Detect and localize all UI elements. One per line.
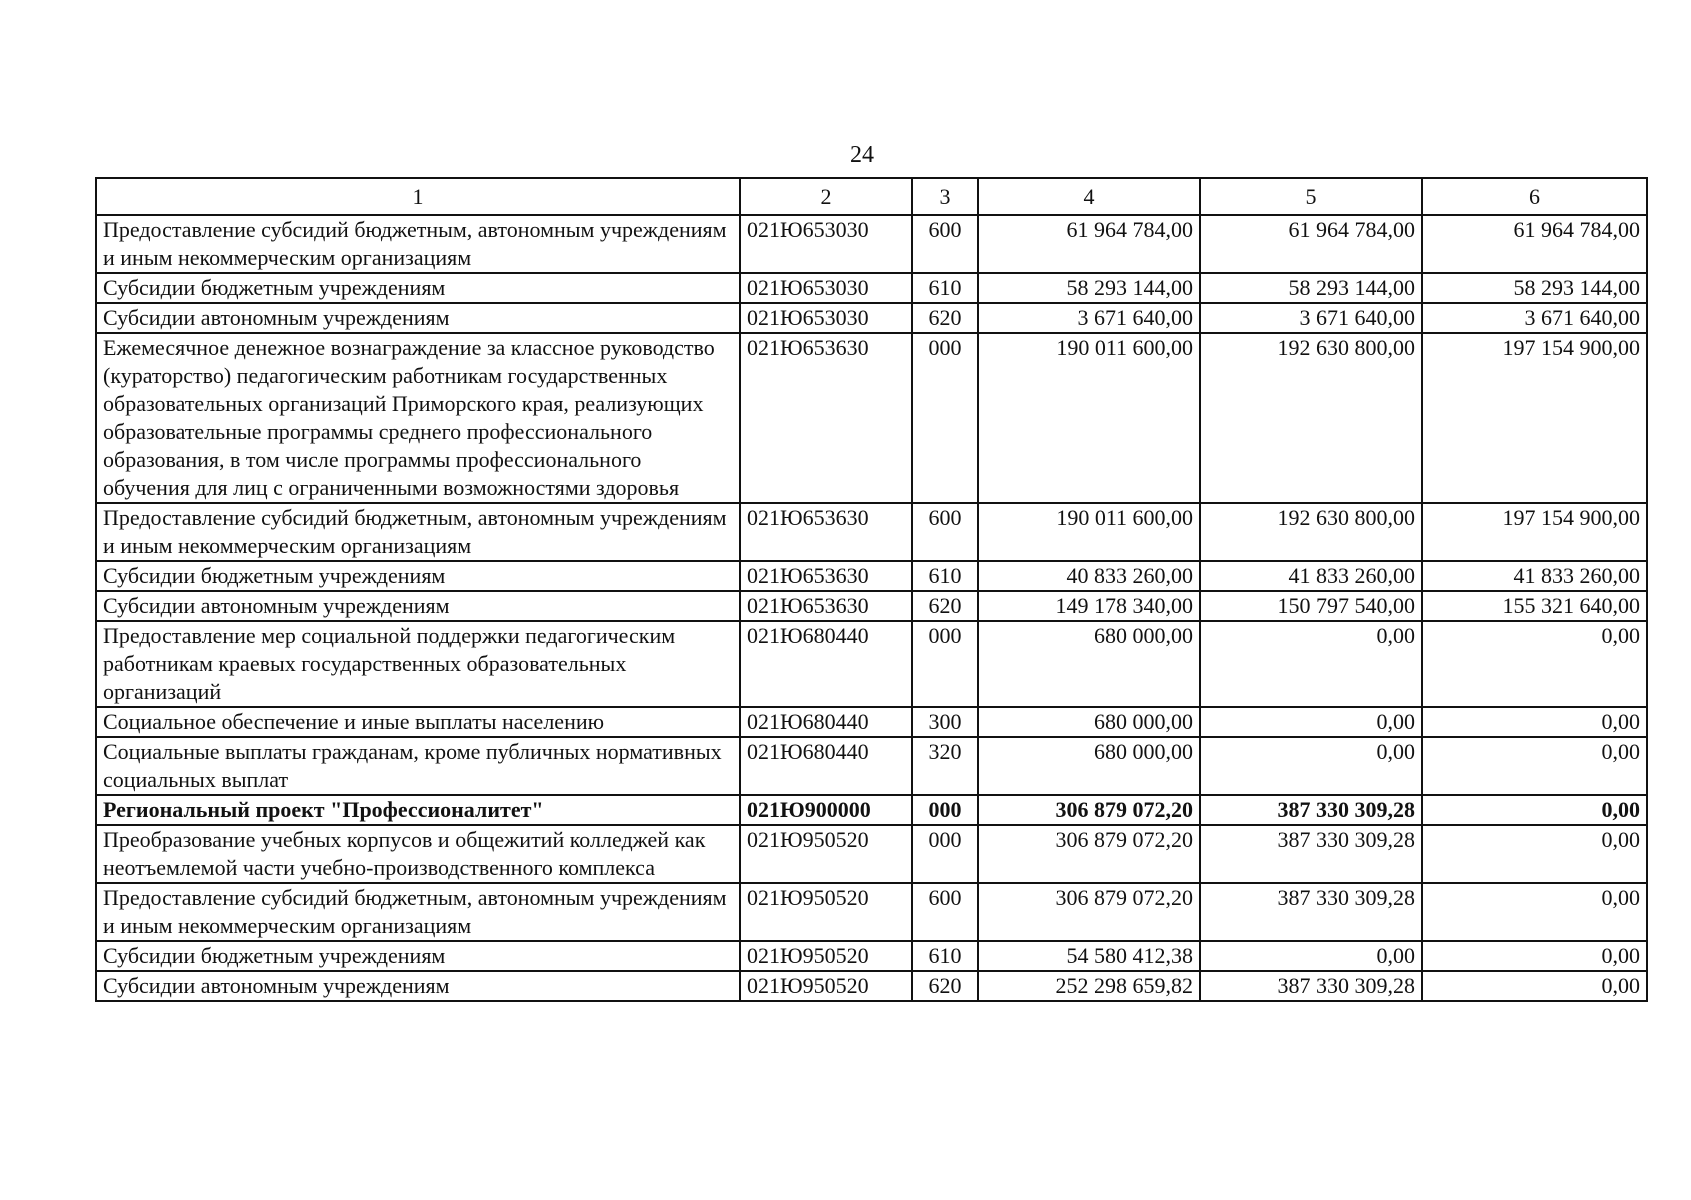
row-value-col4-cell: 61 964 784,00 <box>978 215 1200 273</box>
row-value-col4-cell: 680 000,00 <box>978 707 1200 737</box>
row-code-cell: 021Ю653630 <box>740 591 912 621</box>
row-code-cell: 021Ю653030 <box>740 215 912 273</box>
row-code-cell: 021Ю653030 <box>740 273 912 303</box>
row-code-cell: 021Ю680440 <box>740 737 912 795</box>
row-value-col4-cell: 252 298 659,82 <box>978 971 1200 1001</box>
row-code-cell: 021Ю653630 <box>740 333 912 503</box>
row-expense-kind-cell: 600 <box>912 883 978 941</box>
row-code-cell: 021Ю680440 <box>740 707 912 737</box>
row-value-col5-cell: 387 330 309,28 <box>1200 883 1422 941</box>
row-value-col4-cell: 58 293 144,00 <box>978 273 1200 303</box>
row-name-cell: Субсидии автономным учреждениям <box>96 971 740 1001</box>
table-row <box>96 333 1647 503</box>
row-expense-kind-cell: 600 <box>912 503 978 561</box>
row-expense-kind-cell: 600 <box>912 215 978 273</box>
row-value-col5-cell: 192 630 800,00 <box>1200 503 1422 561</box>
column-number-row <box>96 178 1647 215</box>
row-name-cell: Ежемесячное денежное вознаграждение за классное руководство (кураторство) педагогическим работникам государственных образовательных организаций Приморского края, реализующих образовательные программы среднего профессионального образования, в том числе программы профессионального обучения для лиц с ограниченными возможностями здоровья <box>96 333 740 503</box>
row-value-col6-cell: 197 154 900,00 <box>1422 333 1647 503</box>
column-number-5: 5 <box>1200 178 1422 215</box>
row-value-col5-cell: 0,00 <box>1200 737 1422 795</box>
row-expense-kind-cell: 610 <box>912 941 978 971</box>
column-number-4: 4 <box>978 178 1200 215</box>
row-code-cell: 021Ю653630 <box>740 561 912 591</box>
row-expense-kind-cell: 620 <box>912 591 978 621</box>
row-value-col6-cell: 3 671 640,00 <box>1422 303 1647 333</box>
table-row <box>96 883 1647 941</box>
row-value-col6-cell: 0,00 <box>1422 941 1647 971</box>
table-row <box>96 795 1647 825</box>
table-row <box>96 503 1647 561</box>
table-row <box>96 825 1647 883</box>
row-expense-kind-cell: 000 <box>912 795 978 825</box>
row-value-col6-cell: 41 833 260,00 <box>1422 561 1647 591</box>
table-row <box>96 971 1647 1001</box>
row-value-col6-cell: 155 321 640,00 <box>1422 591 1647 621</box>
column-number-6: 6 <box>1422 178 1647 215</box>
row-name-cell: Предоставление субсидий бюджетным, автономным учреждениям и иным некоммерческим организациям <box>96 883 740 941</box>
row-value-col6-cell: 0,00 <box>1422 621 1647 707</box>
row-value-col5-cell: 387 330 309,28 <box>1200 971 1422 1001</box>
row-value-col4-cell: 149 178 340,00 <box>978 591 1200 621</box>
row-expense-kind-cell: 610 <box>912 273 978 303</box>
row-value-col4-cell: 190 011 600,00 <box>978 333 1200 503</box>
column-number-1: 1 <box>96 178 740 215</box>
table-row <box>96 303 1647 333</box>
row-expense-kind-cell: 620 <box>912 303 978 333</box>
row-code-cell: 021Ю950520 <box>740 825 912 883</box>
row-value-col4-cell: 680 000,00 <box>978 621 1200 707</box>
row-expense-kind-cell: 620 <box>912 971 978 1001</box>
row-value-col6-cell: 0,00 <box>1422 707 1647 737</box>
row-value-col6-cell: 0,00 <box>1422 883 1647 941</box>
row-expense-kind-cell: 000 <box>912 333 978 503</box>
row-value-col5-cell: 0,00 <box>1200 941 1422 971</box>
row-name-cell: Социальное обеспечение и иные выплаты населению <box>96 707 740 737</box>
row-value-col5-cell: 150 797 540,00 <box>1200 591 1422 621</box>
row-value-col6-cell: 197 154 900,00 <box>1422 503 1647 561</box>
row-value-col4-cell: 54 580 412,38 <box>978 941 1200 971</box>
row-name-cell: Субсидии бюджетным учреждениям <box>96 273 740 303</box>
budget-table <box>95 177 1648 1002</box>
row-expense-kind-cell: 320 <box>912 737 978 795</box>
table-row <box>96 273 1647 303</box>
row-name-cell: Преобразование учебных корпусов и общежитий колледжей как неотъемлемой части учебно-производственного комплекса <box>96 825 740 883</box>
row-code-cell: 021Ю900000 <box>740 795 912 825</box>
row-code-cell: 021Ю950520 <box>740 883 912 941</box>
column-number-3: 3 <box>912 178 978 215</box>
row-value-col4-cell: 190 011 600,00 <box>978 503 1200 561</box>
row-value-col5-cell: 387 330 309,28 <box>1200 795 1422 825</box>
row-value-col4-cell: 680 000,00 <box>978 737 1200 795</box>
row-code-cell: 021Ю680440 <box>740 621 912 707</box>
column-number-2: 2 <box>740 178 912 215</box>
row-code-cell: 021Ю950520 <box>740 971 912 1001</box>
row-value-col5-cell: 61 964 784,00 <box>1200 215 1422 273</box>
row-value-col6-cell: 58 293 144,00 <box>1422 273 1647 303</box>
row-expense-kind-cell: 300 <box>912 707 978 737</box>
row-name-cell: Субсидии автономным учреждениям <box>96 591 740 621</box>
row-name-cell: Предоставление субсидий бюджетным, автономным учреждениям и иным некоммерческим организациям <box>96 215 740 273</box>
row-value-col5-cell: 41 833 260,00 <box>1200 561 1422 591</box>
row-name-cell: Предоставление мер социальной поддержки педагогическим работникам краевых государственных образовательных организаций <box>96 621 740 707</box>
row-value-col4-cell: 306 879 072,20 <box>978 825 1200 883</box>
row-value-col5-cell: 58 293 144,00 <box>1200 273 1422 303</box>
row-code-cell: 021Ю653030 <box>740 303 912 333</box>
row-value-col6-cell: 0,00 <box>1422 737 1647 795</box>
row-value-col5-cell: 387 330 309,28 <box>1200 825 1422 883</box>
row-value-col4-cell: 306 879 072,20 <box>978 795 1200 825</box>
row-name-cell: Субсидии автономным учреждениям <box>96 303 740 333</box>
table-row <box>96 707 1647 737</box>
row-code-cell: 021Ю950520 <box>740 941 912 971</box>
row-value-col5-cell: 0,00 <box>1200 707 1422 737</box>
table-row <box>96 561 1647 591</box>
row-value-col6-cell: 61 964 784,00 <box>1422 215 1647 273</box>
row-name-cell: Субсидии бюджетным учреждениям <box>96 941 740 971</box>
row-expense-kind-cell: 000 <box>912 621 978 707</box>
table-row <box>96 591 1647 621</box>
row-name-cell: Региональный проект "Профессионалитет" <box>96 795 740 825</box>
row-value-col4-cell: 306 879 072,20 <box>978 883 1200 941</box>
row-value-col6-cell: 0,00 <box>1422 825 1647 883</box>
row-expense-kind-cell: 610 <box>912 561 978 591</box>
row-name-cell: Субсидии бюджетным учреждениям <box>96 561 740 591</box>
row-value-col5-cell: 0,00 <box>1200 621 1422 707</box>
row-value-col5-cell: 192 630 800,00 <box>1200 333 1422 503</box>
page-number: 24 <box>850 142 874 168</box>
table-row <box>96 215 1647 273</box>
table-row <box>96 941 1647 971</box>
row-name-cell: Социальные выплаты гражданам, кроме публичных нормативных социальных выплат <box>96 737 740 795</box>
table-row <box>96 621 1647 707</box>
row-value-col4-cell: 3 671 640,00 <box>978 303 1200 333</box>
row-value-col6-cell: 0,00 <box>1422 795 1647 825</box>
row-value-col5-cell: 3 671 640,00 <box>1200 303 1422 333</box>
row-name-cell: Предоставление субсидий бюджетным, автономным учреждениям и иным некоммерческим организациям <box>96 503 740 561</box>
row-expense-kind-cell: 000 <box>912 825 978 883</box>
row-code-cell: 021Ю653630 <box>740 503 912 561</box>
row-value-col6-cell: 0,00 <box>1422 971 1647 1001</box>
table-row <box>96 737 1647 795</box>
row-value-col4-cell: 40 833 260,00 <box>978 561 1200 591</box>
